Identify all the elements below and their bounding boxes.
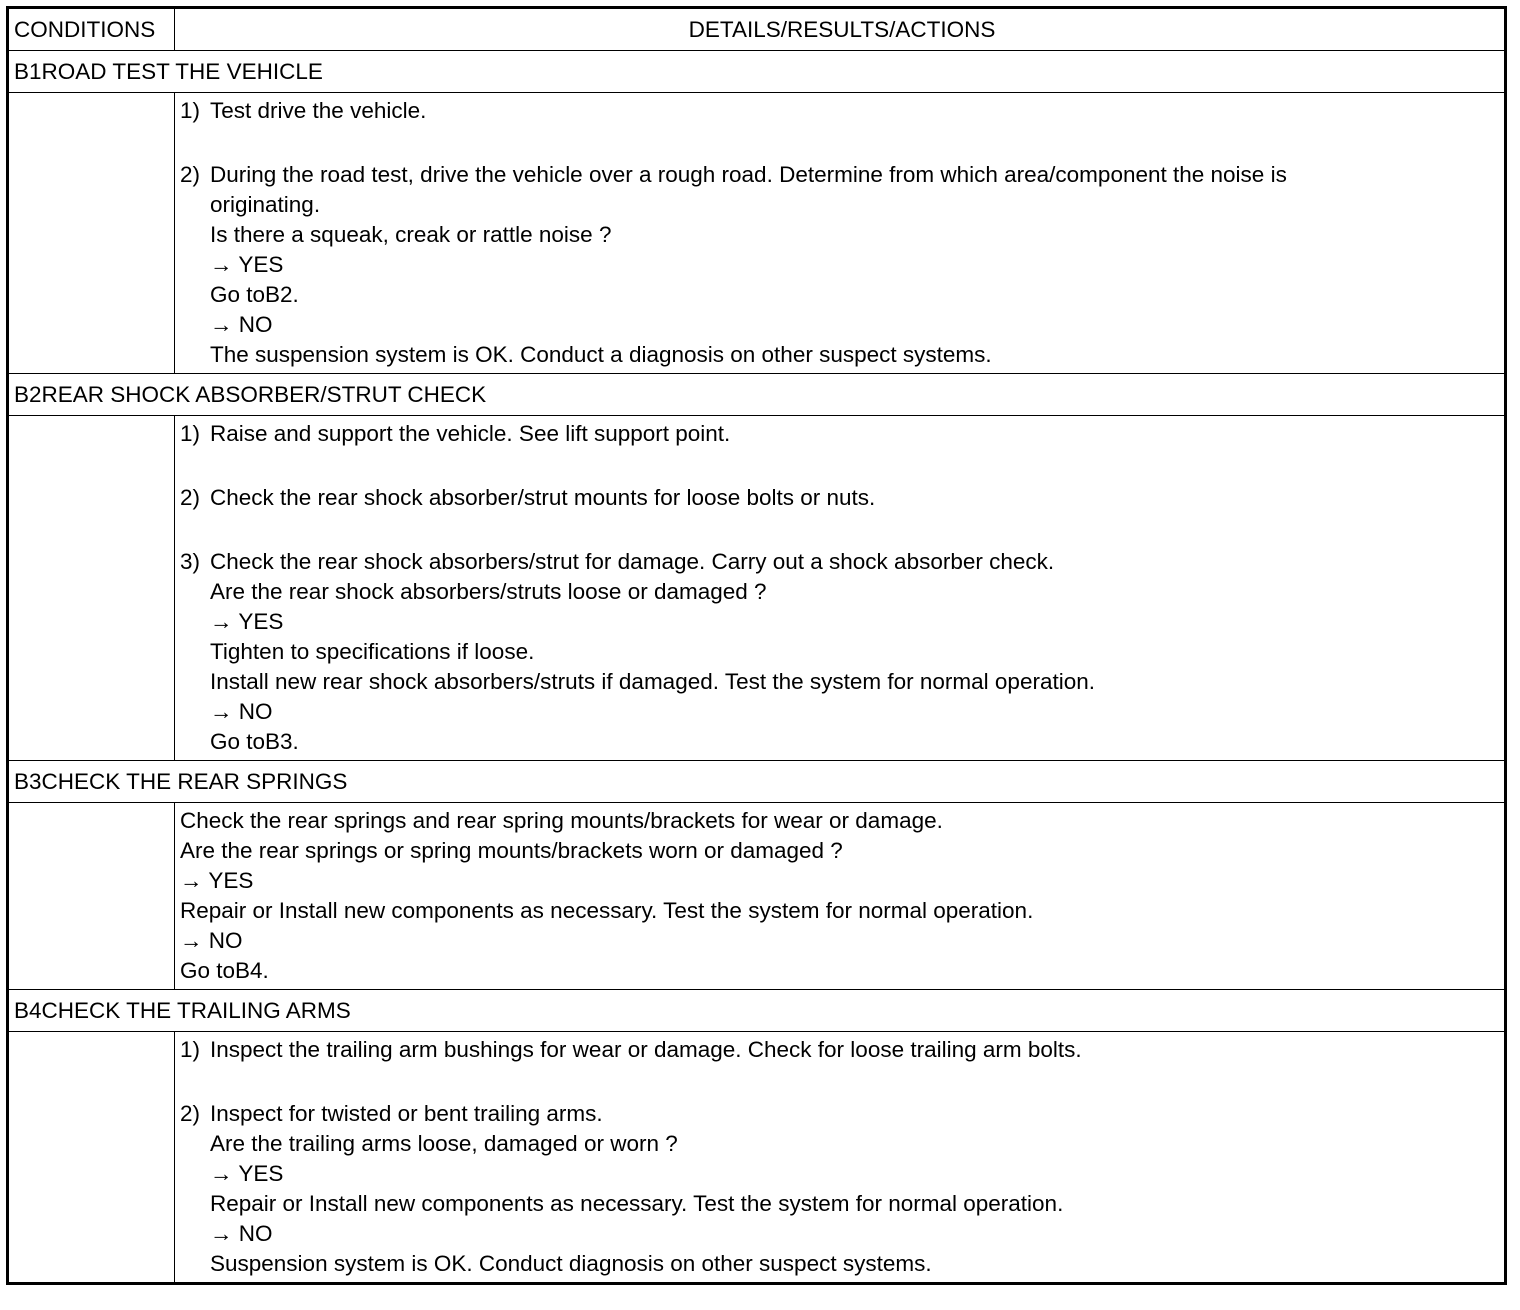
- item-number: 1): [180, 98, 201, 123]
- details-cell: [175, 93, 1506, 374]
- details-cell: [175, 803, 1506, 990]
- step-title-row: [8, 51, 1506, 93]
- numbered-item: [180, 1099, 1500, 1279]
- text-line: → YES: [210, 1161, 284, 1186]
- text-line: Go toB3.: [210, 729, 299, 754]
- text-line: During the road test, drive the vehicle over a rough road. Determine from which area/component the noise is: [210, 162, 1287, 187]
- item-number: 2): [180, 162, 201, 187]
- text-line: Are the trailing arms loose, damaged or worn ?: [210, 1131, 678, 1156]
- text-line: Repair or Install new components as necessary. Test the system for normal operation.: [210, 1191, 1064, 1216]
- diagnostic-table: [6, 6, 1507, 1285]
- text-line: Go toB2.: [210, 282, 299, 307]
- numbered-item: [180, 483, 1500, 513]
- conditions-cell: [8, 1032, 175, 1284]
- step-title: B2REAR SHOCK ABSORBER/STRUT CHECK: [8, 374, 1506, 416]
- text-line: Are the rear springs or spring mounts/brackets worn or damaged ?: [180, 838, 843, 863]
- details-cell: [175, 416, 1506, 761]
- text-line: Inspect the trailing arm bushings for wear or damage. Check for loose trailing arm bolts.: [210, 1037, 1082, 1062]
- table-body: [8, 51, 1506, 1284]
- numbered-item: [180, 419, 1500, 449]
- text-line: The suspension system is OK. Conduct a diagnosis on other suspect systems.: [210, 342, 992, 367]
- text-line: → YES: [180, 868, 254, 893]
- text-line: Go toB4.: [180, 958, 269, 983]
- item-number: 1): [180, 421, 201, 446]
- item-text: [210, 96, 1500, 126]
- text-line: → NO: [210, 312, 273, 337]
- item-text: [210, 547, 1500, 757]
- item-number: 3): [180, 549, 201, 574]
- numbered-item: [180, 547, 1500, 757]
- conditions-header: CONDITIONS: [8, 8, 175, 51]
- step-body-row: [8, 416, 1506, 761]
- text-line: → YES: [210, 609, 284, 634]
- conditions-cell: [8, 803, 175, 990]
- header-row: [8, 8, 1506, 51]
- text-line: Repair or Install new components as necessary. Test the system for normal operation.: [180, 898, 1034, 923]
- step-title-row: [8, 761, 1506, 803]
- text-line: Test drive the vehicle.: [210, 98, 427, 123]
- step-title-row: [8, 990, 1506, 1032]
- numbered-item: [180, 160, 1500, 370]
- step-title: B1ROAD TEST THE VEHICLE: [8, 51, 1506, 93]
- step-body-row: [8, 1032, 1506, 1284]
- step-title-row: [8, 374, 1506, 416]
- conditions-cell: [8, 93, 175, 374]
- text-line: Check the rear springs and rear spring mounts/brackets for wear or damage.: [180, 808, 943, 833]
- details-header: DETAILS/RESULTS/ACTIONS: [175, 8, 1506, 51]
- text-line: Is there a squeak, creak or rattle noise ?: [210, 222, 612, 247]
- item-text: [180, 806, 1500, 986]
- text-line: → YES: [210, 252, 284, 277]
- details-cell: [175, 1032, 1506, 1284]
- conditions-cell: [8, 416, 175, 761]
- numbered-item: [180, 96, 1500, 126]
- item-text: [210, 419, 1500, 449]
- item-number: 2): [180, 485, 201, 510]
- item-text: [210, 1035, 1500, 1065]
- text-line: originating.: [210, 192, 321, 217]
- text-line: Raise and support the vehicle. See lift support point.: [210, 421, 731, 446]
- text-line: Suspension system is OK. Conduct diagnosis on other suspect systems.: [210, 1251, 932, 1276]
- step-body-row: [8, 803, 1506, 990]
- item-text: [210, 1099, 1500, 1279]
- item-number: 1): [180, 1037, 201, 1062]
- step-title: B3CHECK THE REAR SPRINGS: [8, 761, 1506, 803]
- text-line: Inspect for twisted or bent trailing arms.: [210, 1101, 603, 1126]
- item-text: [210, 483, 1500, 513]
- text-line: Check the rear shock absorber/strut mounts for loose bolts or nuts.: [210, 485, 876, 510]
- item-text: [210, 160, 1500, 370]
- step-body-row: [8, 93, 1506, 374]
- step-title: B4CHECK THE TRAILING ARMS: [8, 990, 1506, 1032]
- text-line: → NO: [210, 699, 273, 724]
- item-number: 2): [180, 1101, 201, 1126]
- numbered-item: [180, 1035, 1500, 1065]
- text-line: Check the rear shock absorbers/strut for damage. Carry out a shock absorber check.: [210, 549, 1055, 574]
- text-line: Install new rear shock absorbers/struts if damaged. Test the system for normal operation.: [210, 669, 1095, 694]
- text-line: → NO: [210, 1221, 273, 1246]
- text-line: Are the rear shock absorbers/struts loose or damaged ?: [210, 579, 767, 604]
- text-line: → NO: [180, 928, 243, 953]
- text-line: Tighten to specifications if loose.: [210, 639, 535, 664]
